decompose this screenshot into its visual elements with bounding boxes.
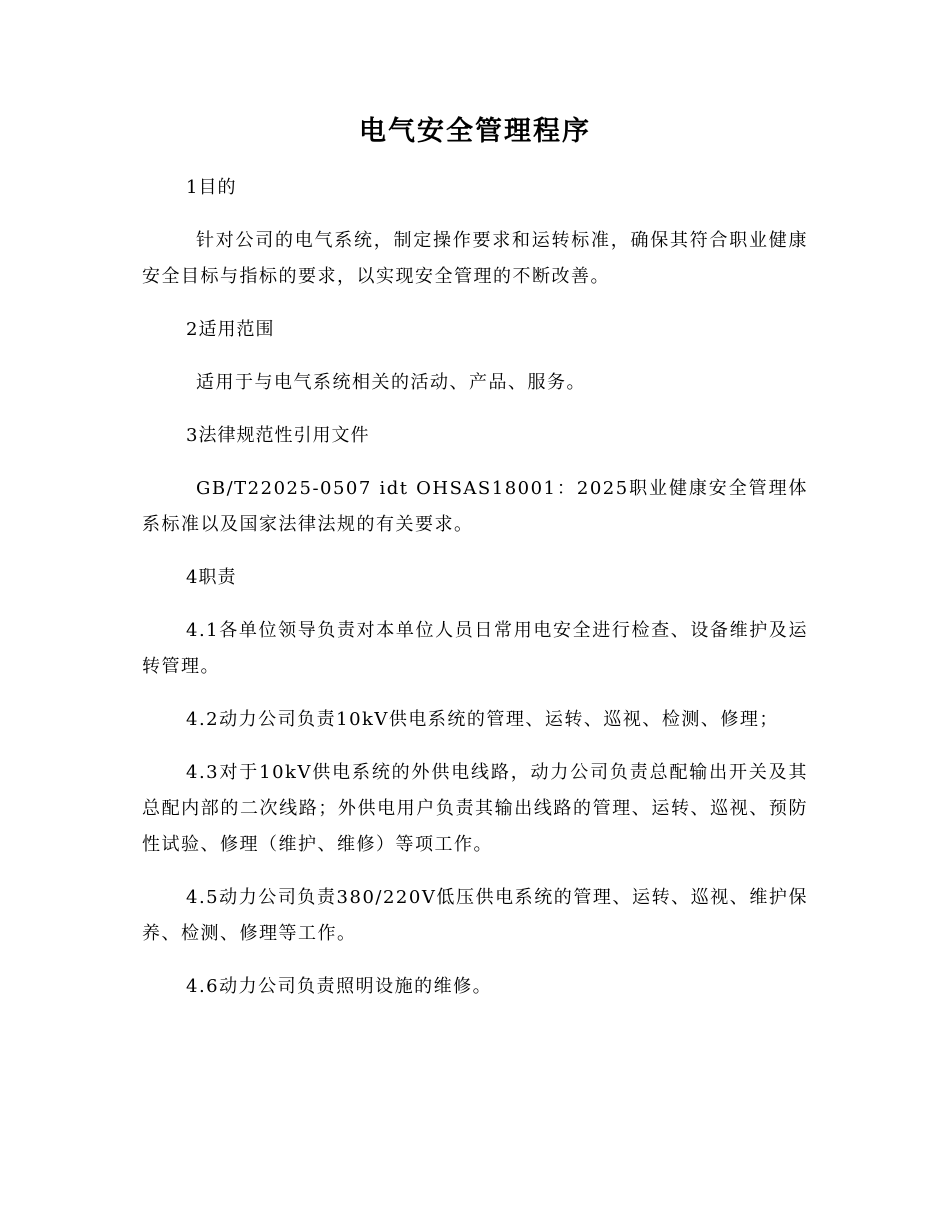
section-heading-scope: 2适用范围 — [186, 319, 275, 340]
paragraph-scope: 适用于与电气系统相关的活动、产品、服务。 — [196, 372, 586, 393]
document-body — [142, 112, 808, 1022]
paragraph-purpose: 针对公司的电气系统，制定操作要求和运转标准，确保其符合职业健康安全目标与指标的要求，以实现安全管理的不断改善。 — [142, 230, 808, 287]
paragraph-responsibility-4-1: 4.1各单位领导负责对本单位人员日常用电安全进行检查、设备维护及运转管理。 — [142, 620, 808, 677]
paragraph-responsibility-4-6: 4.6动力公司负责照明设施的维修。 — [186, 976, 493, 997]
paragraph-references: GB/T22025-0507 idt OHSAS18001：2025职业健康安全管理体系标准以及国家法律法规的有关要求。 — [142, 478, 808, 535]
section-heading-responsibilities: 4职责 — [186, 567, 237, 588]
paragraph-responsibility-4-2: 4.2动力公司负责10kV供电系统的管理、运转、巡视、检测、修理； — [186, 709, 779, 730]
section-heading-references: 3法律规范性引用文件 — [186, 425, 370, 446]
paragraph-responsibility-4-3: 4.3对于10kV供电系统的外供电线路，动力公司负责总配输出开关及其总配内部的二次线路；外供电用户负责其输出线路的管理、运转、巡视、预防性试验、修理（维护、维修）等项工作。 — [142, 762, 808, 855]
section-heading-purpose: 1目的 — [186, 177, 237, 198]
document-title: 电气安全管理程序 — [359, 116, 591, 147]
paragraph-responsibility-4-5: 4.5动力公司负责380/220V低压供电系统的管理、运转、巡视、维护保养、检测、修理等工作。 — [142, 887, 808, 944]
